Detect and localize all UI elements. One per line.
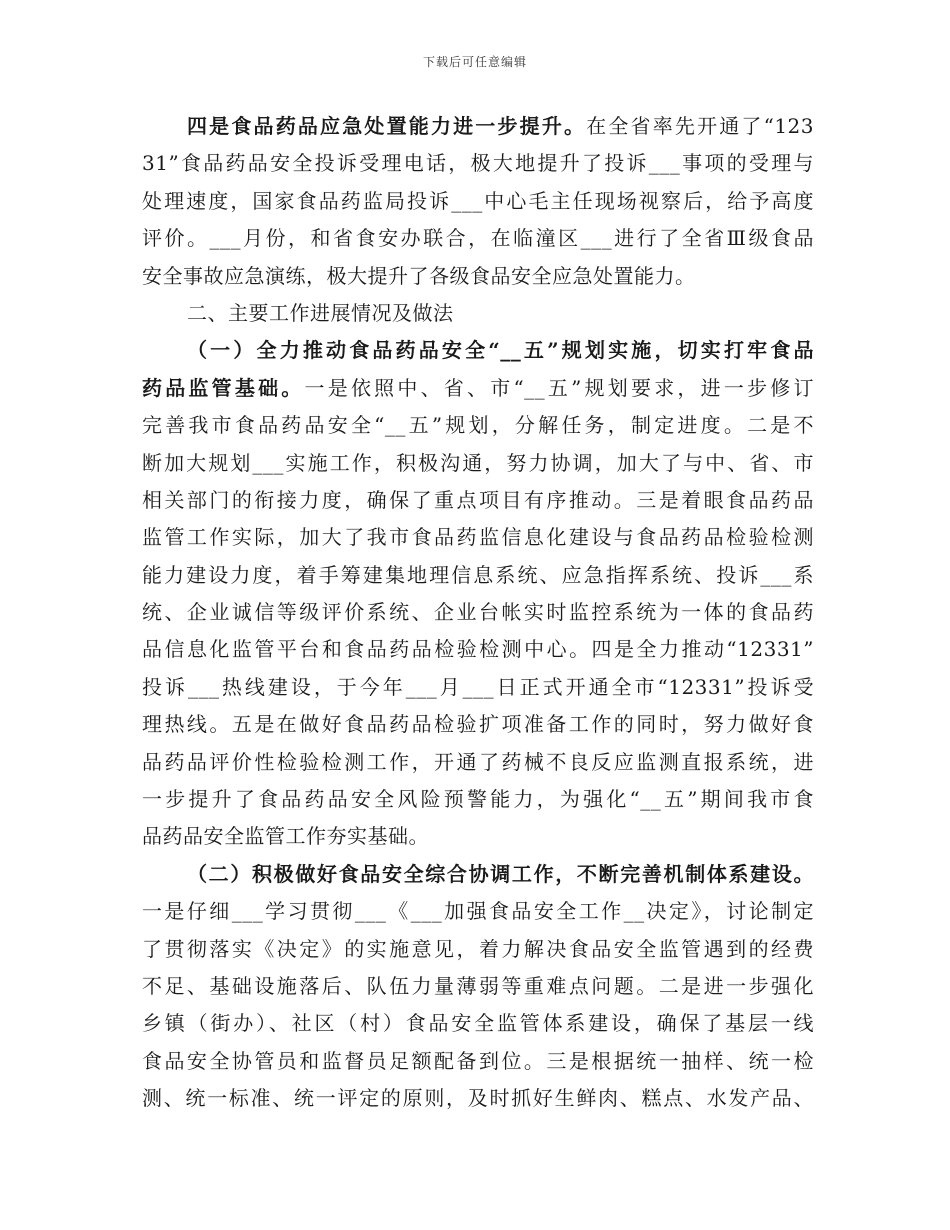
text-line	[142, 818, 814, 855]
body-text: 统、企业诚信等级评价系统、企业台帐实时监控系统为一体的食品药	[142, 600, 814, 625]
body-text: 乡镇（街办）、社区（村）食品安全监管体系建设，确保了基层一线	[142, 1011, 814, 1036]
body-text: 能力建设力度，着手筹建集地理信息系统、应急指挥系统、投诉___系	[142, 562, 814, 587]
bold-heading-text: （一）全力推动食品药品安全“__五”规划实施，切实打牢食品	[187, 338, 814, 363]
text-line	[142, 893, 814, 930]
body-text: 测、统一标准、统一评定的原则，及时抓好生鲜肉、糕点、水发产品、	[142, 1086, 814, 1111]
text-line	[142, 1080, 814, 1117]
body-text: 相关部门的衔接力度，确保了重点项目有序推动。三是着眼食品药品	[142, 487, 814, 512]
text-line	[142, 332, 814, 369]
body-text: 品信息化监管平台和食品药品检验检测中心。四是全力推动“12331”	[142, 637, 814, 662]
text-line	[142, 108, 814, 145]
body-text: 31”食品药品安全投诉受理电话，极大地提升了投诉___事项的受理与	[142, 151, 814, 176]
text-line	[142, 706, 814, 743]
bold-heading-text: （二）积极做好食品安全综合协调工作，不断完善机制体系建设。	[187, 861, 814, 886]
bold-heading-text: 药品监管基础。	[142, 375, 305, 400]
body-text: 食品安全协管员和监督员足额配备到位。三是根据统一抽样、统一检	[142, 1048, 814, 1073]
text-line	[142, 183, 814, 220]
text-line	[142, 519, 814, 556]
body-text: 一是仔细___学习贯彻___《___加强食品安全工作__决定》，讨论制定	[142, 899, 814, 924]
text-line	[142, 220, 814, 257]
body-text: 了贯彻落实《决定》的实施意见，着力解决食品安全监管遇到的经费	[142, 936, 814, 961]
body-text: 在全省率先开通了“123	[586, 114, 814, 138]
body-text: 完善我市食品药品安全“__五”规划，分解任务，制定进度。二是不	[142, 413, 814, 438]
body-text: 评价。___月份，和省食安办联合，在临潼区___进行了全省Ⅲ级食品	[142, 226, 814, 251]
text-line	[142, 856, 814, 893]
body-text: 品药品评价性检验检测工作，开通了药械不良反应监测直报系统，进	[142, 749, 814, 774]
body-text: 不足、基础设施落后、队伍力量薄弱等重难点问题。二是进一步强化	[142, 973, 814, 998]
bold-heading-text: 四是食品药品应急处置能力进一步提升。	[187, 114, 587, 138]
paragraph	[142, 108, 814, 295]
text-line	[142, 445, 814, 482]
text-line	[142, 557, 814, 594]
body-text: 投诉___热线建设，于今年___月___日正式开通全市“12331”投诉受	[142, 674, 814, 699]
paragraph	[142, 856, 814, 1118]
text-line	[142, 968, 814, 1005]
text-line	[142, 482, 814, 519]
body-text: 品药品安全监管工作夯实基础。	[142, 824, 429, 849]
page-header: 下载后可任意编辑	[422, 55, 527, 69]
text-line	[142, 594, 814, 631]
text-line	[142, 631, 814, 668]
paragraph	[142, 332, 814, 855]
body-text: 二、主要工作进展情况及做法	[187, 300, 454, 325]
text-line	[142, 295, 814, 332]
body-text: 监管工作实际，加大了我市食品药监信息化建设与食品药品检验检测	[142, 525, 814, 550]
paragraph	[142, 295, 814, 332]
text-line	[142, 781, 814, 818]
text-line	[142, 1005, 814, 1042]
text-line	[142, 145, 814, 182]
body-text: 一步提升了食品药品安全风险预警能力，为强化“__五”期间我市食	[142, 787, 814, 812]
text-line	[142, 669, 814, 706]
body-text: 理热线。五是在做好食品药品检验扩项准备工作的同时，努力做好食	[142, 712, 814, 737]
text-line	[142, 258, 814, 295]
text-line	[142, 744, 814, 781]
body-text: 安全事故应急演练，极大提升了各级食品安全应急处置能力。	[142, 263, 696, 288]
document-body	[142, 108, 814, 1118]
text-line	[142, 407, 814, 444]
text-line	[142, 370, 814, 407]
body-text: 断加大规划___实施工作，积极沟通，努力协调，加大了与中、省、市	[142, 450, 814, 475]
text-line	[142, 931, 814, 968]
body-text: 处理速度，国家食品药监局投诉___中心毛主任现场视察后，给予高度	[142, 188, 814, 213]
text-line	[142, 1043, 814, 1080]
body-text: 一是依照中、省、市“__五”规划要求，进一步修订	[304, 375, 814, 400]
